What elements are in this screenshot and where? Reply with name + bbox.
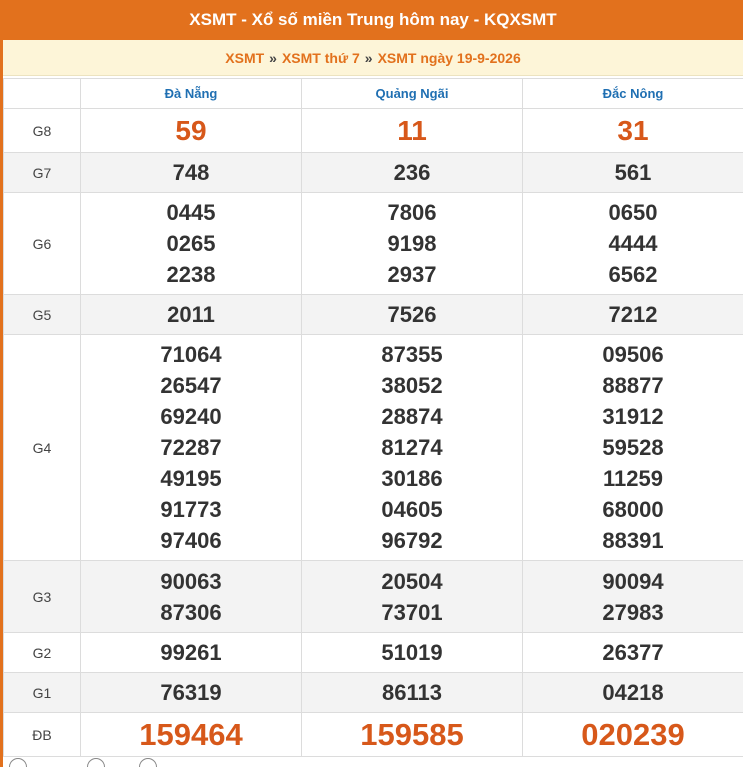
prize-number: 26377	[602, 640, 664, 665]
breadcrumb-link-xsmt[interactable]: XSMT	[225, 49, 265, 66]
breadcrumb-link-xsmt-date[interactable]: XSMT ngày 19-9-2026	[377, 49, 521, 66]
prize-number: 90063	[160, 568, 222, 594]
prize-number: 2937	[387, 262, 437, 287]
prize-label: G8	[4, 109, 81, 153]
prize-number: 159585	[360, 717, 464, 752]
digit-display-options	[9, 758, 209, 767]
prize-cell	[81, 193, 302, 295]
breadcrumb-separator: »	[364, 49, 373, 66]
prize-number: 2011	[167, 302, 215, 327]
prize-row-g7	[4, 153, 743, 193]
prize-number: 71064	[160, 342, 222, 367]
prize-cell	[302, 193, 523, 295]
radio-option-all[interactable]	[9, 758, 27, 767]
prize-label: G6	[4, 193, 81, 295]
prize-row-g4	[4, 335, 743, 561]
prize-label: G5	[4, 295, 81, 335]
prize-row-g2	[4, 633, 743, 673]
prize-cell	[302, 673, 523, 713]
province-header-dac-nong[interactable]: Đắc Nông	[523, 79, 743, 109]
prize-cell	[81, 335, 302, 561]
radio-option-3-digits[interactable]	[139, 758, 157, 767]
prize-number: 020239	[581, 717, 685, 752]
prize-cell	[81, 673, 302, 713]
prize-number: 2238	[166, 262, 216, 287]
prize-label: G4	[4, 335, 81, 561]
prize-label: G7	[4, 153, 81, 193]
prize-cell	[302, 153, 523, 193]
prize-number: 99261	[160, 640, 222, 665]
prize-label: G1	[4, 673, 81, 713]
breadcrumb	[3, 40, 743, 76]
prize-number: 88391	[602, 528, 664, 553]
prize-number: 91773	[160, 497, 222, 522]
prize-cell	[523, 109, 743, 153]
prize-number: 76319	[160, 680, 222, 705]
prize-label: G2	[4, 633, 81, 673]
breadcrumb-link-xsmt-thu-7[interactable]: XSMT thứ 7	[281, 49, 360, 66]
prize-number: 7806	[387, 200, 437, 225]
prize-cell	[523, 193, 743, 295]
prize-number: 96792	[381, 528, 443, 553]
prize-label-header	[4, 79, 81, 109]
prize-cell	[523, 713, 743, 757]
prize-number: 9198	[387, 231, 437, 256]
province-header-row	[4, 79, 743, 109]
prize-number: 159464	[139, 717, 243, 752]
page-title: XSMT - Xổ số miền Trung hôm nay - KQXSMT	[3, 0, 743, 40]
prize-row-g5	[4, 295, 743, 335]
prize-cell	[523, 153, 743, 193]
prize-row-g1	[4, 673, 743, 713]
prize-number: 7212	[608, 302, 658, 327]
prize-cell	[81, 295, 302, 335]
prize-number: 561	[614, 160, 652, 185]
prize-number: 87355	[381, 342, 443, 367]
prize-number: 97406	[160, 528, 222, 553]
prize-number: 73701	[381, 599, 443, 625]
prize-cell	[302, 109, 523, 153]
prize-cell	[523, 335, 743, 561]
prize-cell	[81, 713, 302, 757]
prize-row-g6	[4, 193, 743, 295]
prize-cell	[81, 633, 302, 673]
prize-cell	[523, 673, 743, 713]
prize-number: 0650	[608, 200, 658, 225]
prize-number: 6562	[608, 262, 658, 287]
prize-cell	[302, 561, 523, 633]
prize-number: 81274	[381, 435, 443, 460]
prize-number: 26547	[160, 373, 222, 398]
prize-cell	[302, 633, 523, 673]
prize-number: 72287	[160, 435, 222, 460]
prize-cell	[302, 295, 523, 335]
prize-number: 69240	[160, 404, 222, 429]
province-header-da-nang[interactable]: Đà Nẵng	[81, 79, 302, 109]
prize-rows	[4, 109, 743, 757]
prize-number: 87306	[160, 599, 222, 625]
prize-number: 7526	[387, 302, 437, 327]
prize-number: 04605	[381, 497, 443, 522]
prize-number: 30186	[381, 466, 443, 491]
breadcrumb-separator: »	[269, 49, 277, 66]
prize-cell	[523, 561, 743, 633]
prize-row-db	[4, 713, 743, 757]
prize-number: 88877	[602, 373, 664, 398]
prize-number: 04218	[602, 680, 664, 705]
prize-number: 0265	[166, 231, 216, 256]
prize-cell	[81, 109, 302, 153]
prize-number: 09506	[602, 342, 664, 367]
prize-cell	[523, 633, 743, 673]
prize-number: 11259	[603, 466, 663, 491]
prize-row-g3	[4, 561, 743, 633]
prize-number: 38052	[381, 373, 443, 398]
prize-number: 90094	[602, 568, 664, 594]
results-table	[3, 78, 743, 757]
prize-label: G3	[4, 561, 81, 633]
prize-number: 59528	[602, 435, 664, 460]
prize-number: 59	[175, 115, 207, 146]
prize-row-g8	[4, 109, 743, 153]
prize-number: 68000	[602, 497, 664, 522]
province-header-quang-ngai[interactable]: Quảng Ngãi	[302, 79, 523, 109]
radio-option-2-digits[interactable]	[87, 758, 105, 767]
prize-label: ĐB	[4, 713, 81, 757]
prize-number: 20504	[381, 568, 443, 594]
prize-cell	[81, 561, 302, 633]
prize-cell	[523, 295, 743, 335]
prize-number: 28874	[381, 404, 443, 429]
prize-number: 49195	[160, 466, 222, 491]
prize-number: 31	[617, 115, 649, 146]
prize-number: 11	[397, 115, 427, 146]
prize-number: 27983	[602, 599, 664, 625]
prize-number: 748	[172, 160, 210, 185]
prize-cell	[302, 713, 523, 757]
prize-number: 86113	[382, 680, 442, 705]
prize-number: 4444	[608, 231, 658, 256]
prize-number: 0445	[166, 200, 216, 225]
prize-cell	[81, 153, 302, 193]
prize-number: 236	[393, 160, 431, 185]
prize-cell	[302, 335, 523, 561]
prize-number: 51019	[381, 640, 443, 665]
prize-number: 31912	[602, 404, 664, 429]
